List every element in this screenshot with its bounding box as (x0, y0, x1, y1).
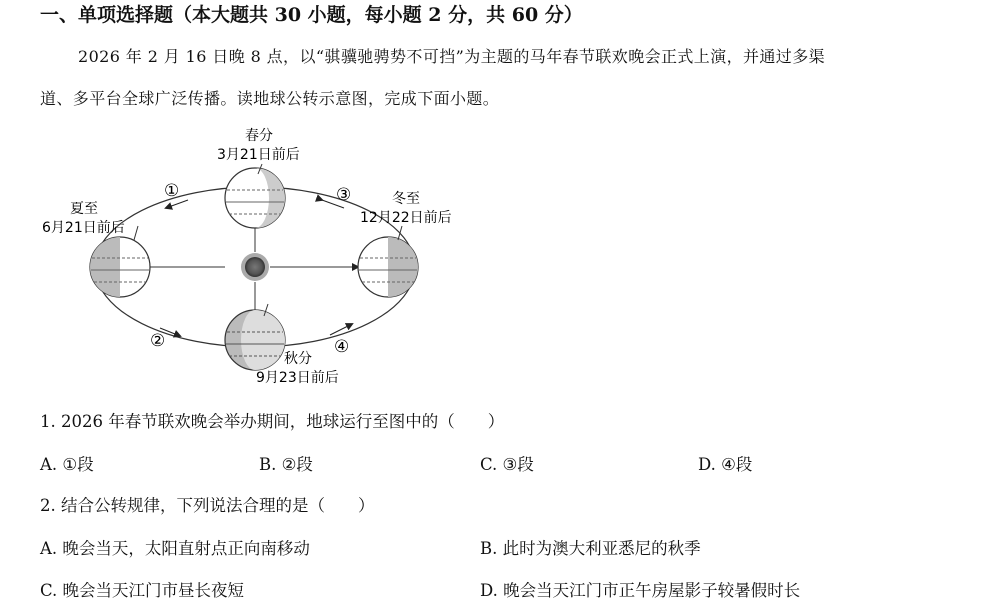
q1-option-d[interactable]: D. ④段 (698, 455, 753, 474)
earth-revolution-diagram (30, 120, 470, 395)
winter-label: 冬至 (392, 191, 420, 207)
segment-3-label: ③ (336, 185, 352, 205)
question-1-stem: 1. 2026 年春节联欢晚会举办期间，地球运行至图中的（ ） (40, 412, 505, 431)
q1-option-c[interactable]: C. ③段 (480, 455, 534, 474)
spring-label: 春分 (245, 128, 273, 144)
spring-date: 3月21日前后 (217, 147, 300, 163)
summer-label: 夏至 (70, 201, 98, 217)
section-heading: 一、单项选择题（本大题共 30 小题，每小题 2 分，共 60 分） (40, 4, 583, 26)
q2-option-a[interactable]: A. 晚会当天，太阳直射点正向南移动 (40, 539, 310, 558)
earth-spring (225, 164, 285, 228)
q1-option-b[interactable]: B. ②段 (259, 455, 313, 474)
q2-option-b[interactable]: B. 此时为澳大利亚悉尼的秋季 (480, 539, 701, 558)
intro-line-1: 2026 年 2 月 16 日晚 8 点，以“骐骥驰骋势不可挡”为主题的马年春节联欢晚会正式上演，并通过多渠 (78, 47, 825, 66)
q2-option-c[interactable]: C. 晚会当天江门市昼长夜短 (40, 581, 245, 600)
earth-winter (358, 226, 418, 297)
summer-date: 6月21日前后 (42, 220, 125, 236)
segment-2-label: ② (150, 331, 166, 351)
autumn-label: 秋分 (284, 351, 312, 367)
q2-option-d[interactable]: D. 晚会当天江门市正午房屋影子较暑假时长 (480, 581, 801, 600)
earth-summer (90, 226, 150, 297)
segment-4-label: ④ (334, 337, 350, 357)
q1-option-a[interactable]: A. ①段 (40, 455, 94, 474)
sun (245, 257, 265, 277)
segment-1-label: ① (164, 181, 180, 201)
autumn-date: 9月23日前后 (256, 370, 339, 386)
orbit-arrow-4 (330, 324, 352, 335)
earth-autumn (225, 304, 285, 370)
orbit-arrow-1 (166, 200, 188, 208)
question-2-stem: 2. 结合公转规律，下列说法合理的是（ ） (40, 496, 375, 515)
intro-line-2: 道、多平台全球广泛传播。读地球公转示意图，完成下面小题。 (40, 89, 500, 108)
winter-date: 12月22日前后 (360, 210, 452, 226)
